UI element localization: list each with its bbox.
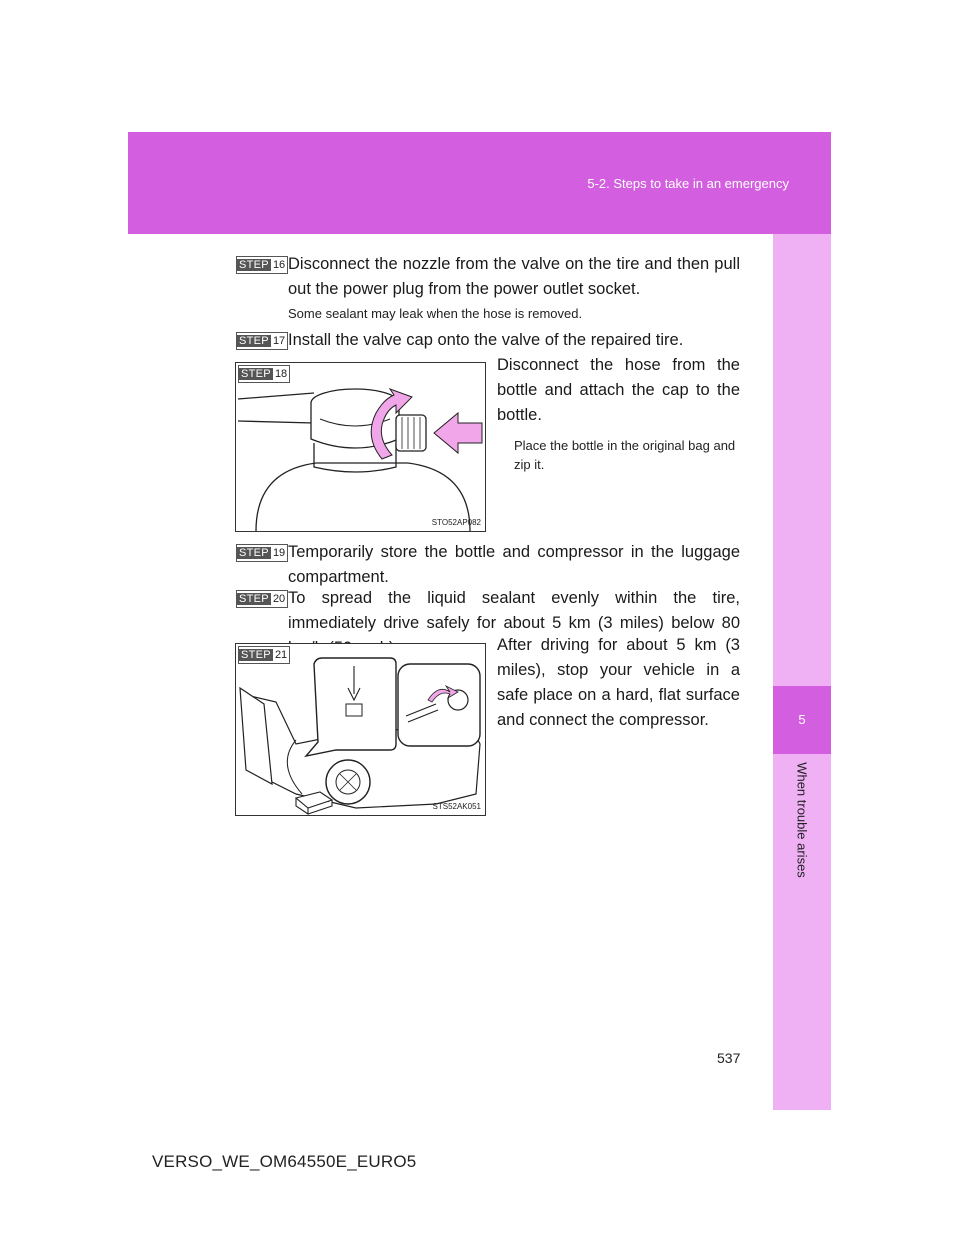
section-header [128,132,831,234]
step-16-note: Some sealant may leak when the hose is removed. [288,306,583,321]
step-badge-20: STEP 20 [236,590,288,608]
figure-code-18: STO52AP082 [431,518,481,527]
step-17-text: Install the valve cap onto the valve of the repaired tire. [288,331,684,349]
compressor-figure [235,643,486,816]
step-20-text: To spread the liquid sealant evenly within the tire, immediately drive safely for about 5 km (3 miles) below 80 [288,589,740,632]
step-badge-16: STEP 16 [236,256,288,274]
figure-code-21: STS52AK051 [432,802,481,811]
document-code: VERSO_WE_OM64550E_EURO5 [152,1152,417,1171]
step-21-text: After driving for about 5 km (3 miles), stop your vehicle in a safe place on a hard, flat surface and connect the compressor. [497,636,740,729]
step-badge-19: STEP 19 [236,544,288,562]
side-strip [773,234,831,1110]
step-badge-21: STEP 21 [238,646,290,664]
bottle-cap-illustration [236,363,485,531]
car-compressor-illustration [236,644,485,815]
page-number: 537 [717,1050,741,1066]
step-18-note: Place the bottle in the original bag and zip it. [514,438,736,472]
bottle-cap-figure [235,362,486,532]
chapter-label: When trouble arises [794,762,810,878]
chapter-number: 5 [798,712,806,727]
section-title: 5-2. Steps to take in an emergency [587,176,789,191]
step-badge-18: STEP 18 [238,365,290,383]
step-badge-17: STEP 17 [236,332,288,350]
step-19-text: Temporarily store the bottle and compressor in the luggage compartment. [288,543,740,586]
step-18-text: Disconnect the hose from the bottle and attach the cap to the bottle. [497,356,740,424]
step-16-text: Disconnect the nozzle from the valve on the tire and then pull out the power plug from the power outlet socket. [288,255,740,298]
